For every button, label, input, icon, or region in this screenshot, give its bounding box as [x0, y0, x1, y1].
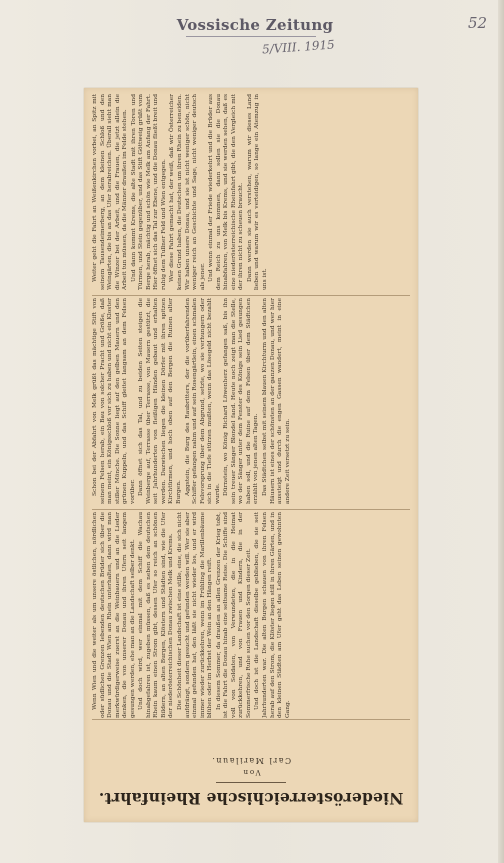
- article-author: Carl Marilaun.: [210, 756, 292, 765]
- paragraph: Die Schönheit dieser Landschaft ist eine stille, eine, die sich nicht aufdrängt, sondern gesucht und gefunden werden will. Wer sie aber einmal gefunden hat, den läßt sie nicht wieder los, und er wird immer wieder zurückkehren, wenn im Frühling die Marillenbäume blühen oder im Herbst der Wein an den Hängen reift.: [177, 512, 214, 718]
- rotated-article: [84, 88, 418, 822]
- page-number: 52: [468, 14, 488, 32]
- article-column-1: [92, 512, 410, 718]
- title-rule: [216, 782, 286, 783]
- paragraph: Und doch wird, wer einmal mit dem Schiff die Wachau hinabgefahren ist, zugeben müssen, daß es neben dem deutschen Rhein kaum einen Strom gibt, dessen Ufer so reich an schönen Bildern, an alten Burgen, Klöstern und Städten sind, wie die Ufer der niederösterreichischen Donau zwischen Melk und Krems.: [138, 512, 175, 718]
- article-column-3: [92, 94, 410, 290]
- paragraph: Wer diese Fahrt gemacht hat, der weiß, daß wir Österreicher keinen Grund haben, die Deutschen um ihren Rhein zu beneiden. Wir haben unsere Donau, und sie ist nicht weniger schön, nicht weniger reich an Geschichte und Sage, nicht weniger deutsch als jener.: [169, 94, 206, 290]
- sheet-edge: [498, 0, 504, 863]
- article-column-2: [92, 298, 410, 504]
- paragraph: In diesem Sommer, da draußen an allen Grenzen der Krieg tobt, ist die Fahrt die Donau hinab eine seltsame Reise. Die Schiffe sind voll von Soldaten, von Verwundeten, die in die Heimat zurückkehren, und von Frauen und Kindern, die in der Sommerfrische Ruhe suchen vor den Sorgen dieser Zeit.: [215, 512, 252, 718]
- paragraph: Und doch ist die Landschaft dieselbe geblieben, die sie seit Jahrhunderten war. Die alten Burgen schauen von ihren Felsen herab auf den Strom, die Klöster liegen still in ihren Gärten, und in den kleinen Städten am Ufer geht das Leben seinen gewohnten Gang.: [254, 512, 291, 718]
- article-title: Niederösterreichische Rheinfahrt.: [98, 789, 404, 808]
- paragraph: Und wenn einmal der Friede wiederkehrt und die Brüder aus dem Reich zu uns kommen, dann sollen sie die Donau hinabfahren, von Melk bis Krems, und sie werden sehen, daß es eine niederösterreichische Rheinfahrt gibt, die den Vergleich mit der ihren nicht zu scheuen braucht.: [208, 94, 245, 290]
- title-underline: [186, 36, 316, 37]
- paragraph: Dürnstein, wo König Richard Löwenherz gefangen saß, bis ihn sein treuer Sänger Blondel fand. Heute noch zeigt man die Stelle, wo der Sänger unter dem Fenster des Königs sein Lied gesungen haben soll, und die Ruine auf dem Felsen über dem Städtchen erzählt von jenen alten Tagen.: [223, 298, 260, 504]
- article-heading: [98, 722, 404, 814]
- paragraph: Aggstein, die Burg des Raubritters, der die vorüberfahrenden Schiffer gefangen nahm und auf sein Rosengärtlein, einen schmalen Felsvorsprung über dem Abgrund, setzte, wo sie verhungern oder sich in die Tiefe stürzen mußten, wenn das Lösegeld nicht bezahlt wurde.: [184, 298, 221, 504]
- handwritten-date: 5/VIII. 1915: [261, 37, 336, 57]
- paragraph: Weiter geht die Fahrt an Weißenkirchen vorbei, an Spitz mit seinem Tausendeimerberg, an dem kleinen Schloß und den Weingärten, die bis an das Ufer herabreichen. Überall sieht man die Winzer bei der Arbeit, und die Frauen, die jetzt allein die Arbeit tun müssen, da die Männer draußen im Felde stehen.: [92, 94, 129, 290]
- paragraph: Das Städtchen selbst mit seinem blauen Kirchturm und den alten Häusern ist eines der schönsten an der ganzen Donau, und wer hier aussteigt und durch die engen Gassen wandert, meint in eine andere Zeit versetzt zu sein.: [262, 298, 291, 504]
- column-divider: [92, 509, 410, 510]
- paragraph: Und dann kommt Krems, die alte Stadt mit ihren Toren und Türmen, und Stein gegenüber, und das Stift Göttweig grüßt vom Berge herab, mächtig und schön wie Melk am Anfang der Fahrt. Hier öffnet sich das Tal zur Ebene, und die Donau fließt breit und ruhig dem Tullner Feld und Wien entgegen.: [130, 94, 167, 290]
- column-divider: [92, 295, 410, 296]
- paragraph: Dann öffnet sich das Tal, und zu beiden Seiten steigen die Weinberge auf, Terrasse über Terrasse, von Mauern gestützt, die seit Jahrhunderten von fleißigen Händen gebaut und erhalten werden. Dazwischen liegen die kleinen Dörfer mit ihren spitzen Kirchtürmen, und hoch oben auf den Bergen die Ruinen alter Burgen.: [138, 298, 183, 504]
- newspaper-title: Vossische Zeitung: [176, 16, 334, 34]
- newspaper-clipping: [84, 88, 418, 822]
- byline-prefix: Von: [241, 768, 261, 776]
- paragraph: Wenn Wien und die weiter als um unsere östlichen, nördlichen oder südlichen Grenzen lebenden deutschen Brüder sich über die Donau und die Stadt Wien am Rhein unterhalten, dann wird man merkwürdigerweise zuerst an die Weinbauern und an die Lieder denken, die von unserer Donau und ihren Ufern seit langem gesungen werden, ehe man an die Landschaft selber denkt.: [92, 512, 136, 718]
- paragraph: Schon bei der Abfahrt von Melk grüßt das mächtige Stift von seinem Felsen herab, ein Bau von solcher Pracht und Größe, daß man meint, ein Königsschloß vor sich zu haben und nicht ein Kloster stiller Mönche. Die Sonne liegt auf den gelben Mauern und den grünen Kuppeln, und das Schiff gleitet langsam an dem Felsen vorüber.: [92, 298, 136, 504]
- paragraph: Dann werden sie auch verstehen, warum wir dieses Land lieben und warum wir es verteidigen, so lange ein Atemzug in uns ist.: [246, 94, 269, 290]
- heading-rotated: [98, 722, 404, 814]
